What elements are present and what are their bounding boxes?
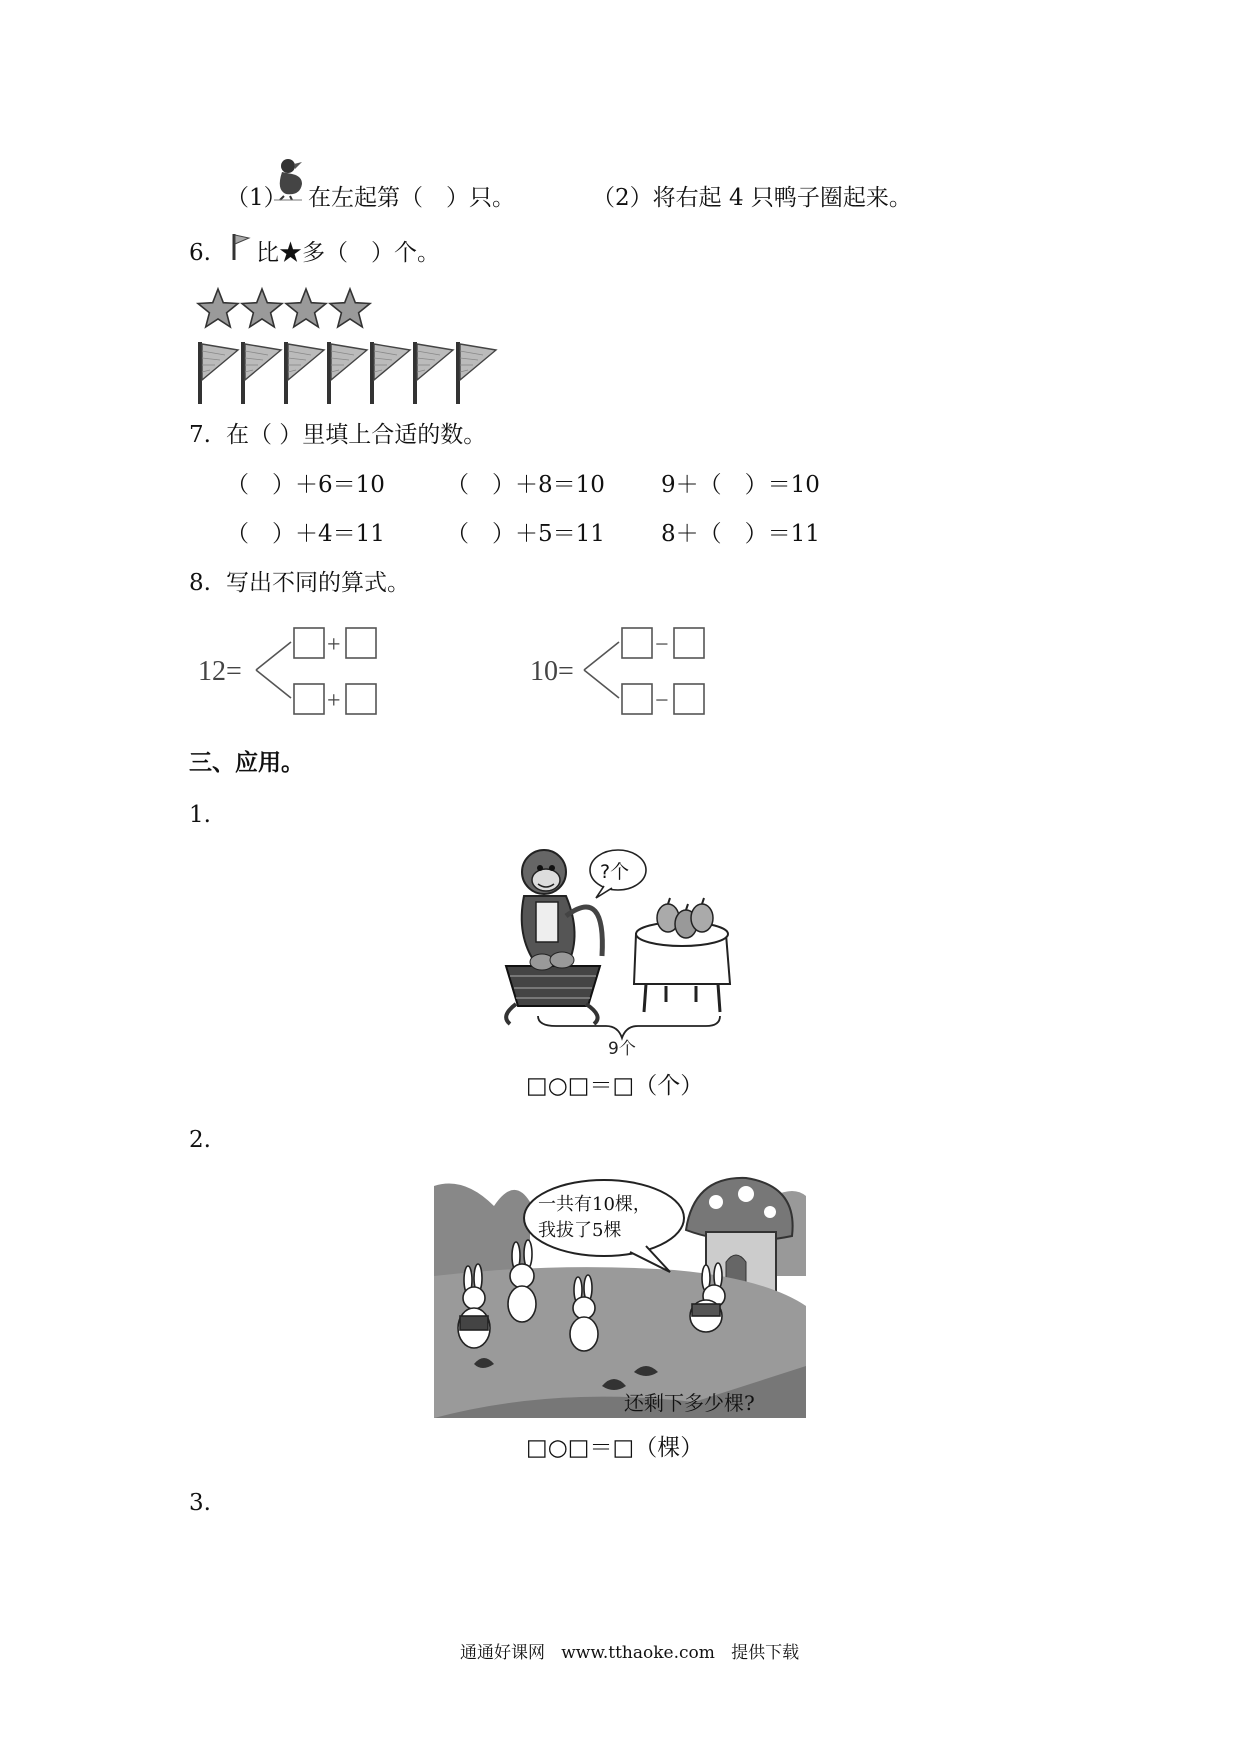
star-glyph: ★ bbox=[279, 240, 302, 266]
q8-right-box-1 bbox=[622, 628, 652, 658]
q8-right-box-3 bbox=[622, 684, 652, 714]
q7-number: 7. bbox=[189, 422, 211, 448]
p2-number: 2. bbox=[189, 1127, 211, 1153]
flag-icon bbox=[415, 342, 453, 404]
q8-number: 8. bbox=[189, 570, 211, 596]
bubble-line-1: 一共有10棵， bbox=[538, 1194, 651, 1215]
small-flag-icon bbox=[231, 232, 253, 262]
q8-left-box-4 bbox=[346, 684, 376, 714]
p2-equation: □○□＝□（棵） bbox=[526, 1435, 704, 1461]
footer-url[interactable]: www.tthaoke.com bbox=[561, 1643, 715, 1663]
flag-icon bbox=[243, 342, 281, 404]
pear bbox=[691, 904, 713, 932]
flag-icon bbox=[372, 342, 410, 404]
p3-number: 3. bbox=[189, 1490, 211, 1516]
q7-r2-c2: （ ）＋5＝11 bbox=[446, 521, 605, 547]
q5-part1-text: 在左起第（ ）只。 bbox=[308, 185, 515, 211]
bubble-text: ?个 bbox=[600, 861, 630, 883]
q7-title: 在（ ）里填上合适的数。 bbox=[226, 422, 487, 448]
q8-right-total: 10= bbox=[530, 656, 574, 687]
q8-left-total: 12= bbox=[198, 656, 242, 687]
q6-text-a: 比 bbox=[256, 240, 279, 266]
q8-left-branch bbox=[256, 642, 291, 698]
q8-left-box-3 bbox=[294, 684, 324, 714]
q8-left-op-2: + bbox=[327, 688, 341, 714]
q8-right-op-1: − bbox=[655, 632, 669, 658]
q7-r1-c3: 9＋（ ）＝10 bbox=[661, 472, 820, 498]
footer-action: 提供下载 bbox=[731, 1643, 800, 1663]
rabbits-carrots-illustration bbox=[434, 1166, 806, 1418]
q8-right-branch bbox=[584, 642, 619, 698]
flag-icon bbox=[200, 342, 238, 404]
flags-row bbox=[196, 340, 506, 406]
stars-row bbox=[196, 288, 386, 332]
brace-label: 9个 bbox=[608, 1039, 636, 1059]
q8-left-op-1: + bbox=[327, 632, 341, 658]
q6-text bbox=[256, 238, 440, 268]
section3-title: 三、应用。 bbox=[189, 750, 304, 776]
flag-icon bbox=[286, 342, 324, 404]
scene-question: 还剩下多少棵? bbox=[624, 1391, 755, 1415]
q8-title: 写出不同的算式。 bbox=[226, 570, 410, 596]
p1-number: 1. bbox=[189, 802, 211, 828]
bubble-line-2: 我拔了5棵 bbox=[538, 1220, 622, 1241]
q7-r1-c1: （ ）＋6＝10 bbox=[226, 472, 385, 498]
q8-right-op-2: − bbox=[655, 688, 669, 714]
q6-text-b: 多（ ）个。 bbox=[302, 240, 440, 266]
q8-left-box-2 bbox=[346, 628, 376, 658]
p1-equation: □○□＝□（个） bbox=[526, 1073, 704, 1099]
flag-icon bbox=[329, 342, 367, 404]
q8-right-box-2 bbox=[674, 628, 704, 658]
star-icon bbox=[286, 289, 326, 327]
q8-left-box-1 bbox=[294, 628, 324, 658]
star-icon bbox=[198, 289, 238, 327]
footer-site: 通通好课网 bbox=[460, 1643, 545, 1663]
flag-icon bbox=[458, 342, 496, 404]
q5-part2-text: （2）将右起 4 只鸭子圈起来。 bbox=[592, 185, 912, 211]
q8-left-diagram bbox=[196, 618, 396, 718]
q7-r2-c3: 8＋（ ）＝11 bbox=[661, 521, 820, 547]
footer bbox=[460, 1638, 799, 1663]
q5-part1-prefix: （1） bbox=[226, 185, 287, 211]
brace bbox=[538, 1016, 720, 1038]
speech-bubble bbox=[524, 1180, 684, 1256]
star-icon bbox=[242, 289, 282, 327]
q8-right-diagram bbox=[528, 618, 728, 718]
q7-r2-c1: （ ）＋4＝11 bbox=[226, 521, 385, 547]
q8-right-box-4 bbox=[674, 684, 704, 714]
basket bbox=[506, 966, 600, 1006]
q6-number: 6. bbox=[189, 240, 211, 266]
star-icon bbox=[330, 289, 370, 327]
q7-r1-c2: （ ）＋8＝10 bbox=[446, 472, 605, 498]
monkey-pears-illustration bbox=[496, 846, 756, 1059]
